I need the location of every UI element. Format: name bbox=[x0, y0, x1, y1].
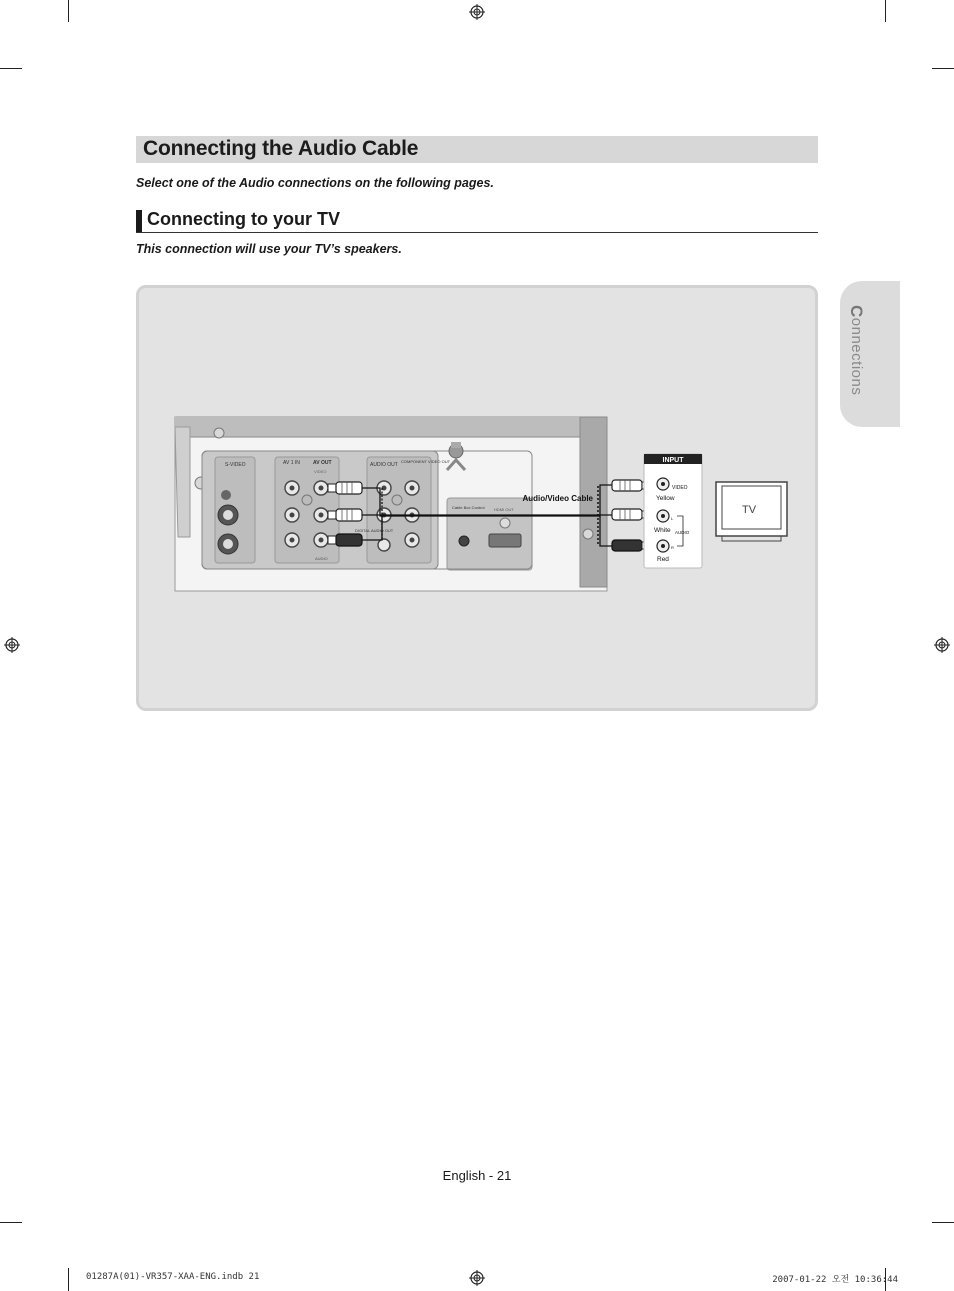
registration-mark-icon bbox=[4, 637, 20, 653]
crop-mark bbox=[932, 68, 954, 69]
crop-mark bbox=[885, 0, 886, 22]
label-hdmi-out: HDMI OUT bbox=[494, 507, 514, 512]
input-r-label: R bbox=[671, 545, 674, 550]
crop-mark bbox=[68, 1268, 69, 1291]
av-out-plugs bbox=[328, 482, 362, 546]
label-cable-box-control: Cable Box Control bbox=[452, 505, 485, 510]
label-audio-out: AUDIO OUT bbox=[370, 462, 398, 468]
dvd-recorder-rear bbox=[175, 417, 607, 591]
label-av1-in: AV 1 IN bbox=[283, 460, 300, 466]
label-video: VIDEO bbox=[314, 469, 327, 474]
page-title: Connecting the Audio Cable bbox=[143, 137, 419, 160]
input-white-label: White bbox=[654, 527, 671, 534]
section-heading: Connecting to your TV bbox=[147, 209, 340, 229]
label-audio: AUDIO bbox=[315, 556, 328, 561]
crop-mark bbox=[932, 1222, 954, 1223]
side-tab-initial: C bbox=[847, 305, 866, 318]
label-s-video: S-VIDEO bbox=[225, 462, 246, 468]
registration-mark-icon bbox=[934, 637, 950, 653]
label-digital-audio-out: DIGITAL AUDIO OUT bbox=[355, 528, 394, 533]
tv-label: TV bbox=[741, 504, 757, 516]
crop-mark bbox=[68, 0, 69, 22]
label-component-video-out: COMPONENT VIDEO OUT bbox=[401, 459, 451, 464]
crop-mark bbox=[0, 68, 22, 69]
side-tab-connections bbox=[840, 281, 900, 427]
input-audio-label: AUDIO bbox=[675, 530, 690, 535]
print-filename: 01287A(01)-VR357-XAA-ENG.indb 21 bbox=[86, 1272, 260, 1282]
side-tab-rest: onnections bbox=[848, 317, 865, 396]
tv-input-panel bbox=[644, 454, 702, 568]
registration-mark-icon bbox=[469, 4, 485, 20]
page-number: English - 21 bbox=[442, 1168, 512, 1183]
input-l-label: L bbox=[671, 516, 674, 521]
side-tab-label bbox=[846, 305, 866, 395]
section-marker bbox=[136, 210, 142, 232]
print-timestamp: 2007-01-22 오전 10:36:44 bbox=[772, 1275, 898, 1285]
input-video-label: VIDEO bbox=[672, 485, 688, 491]
section-heading-bar bbox=[136, 208, 818, 233]
intro-text: Select one of the Audio connections on the following pages. bbox=[136, 176, 494, 190]
tv-icon bbox=[716, 482, 787, 541]
input-yellow-label: Yellow bbox=[656, 495, 675, 502]
input-red-label: Red bbox=[657, 556, 669, 563]
section-note: This connection will use your TV’s speakers. bbox=[136, 242, 402, 256]
label-av-out: AV OUT bbox=[313, 460, 332, 466]
cable-label: Audio/Video Cable bbox=[522, 494, 593, 503]
title-bar bbox=[136, 136, 818, 163]
registration-mark-icon bbox=[469, 1270, 485, 1286]
input-header: INPUT bbox=[662, 457, 684, 464]
crop-mark bbox=[0, 1222, 22, 1223]
